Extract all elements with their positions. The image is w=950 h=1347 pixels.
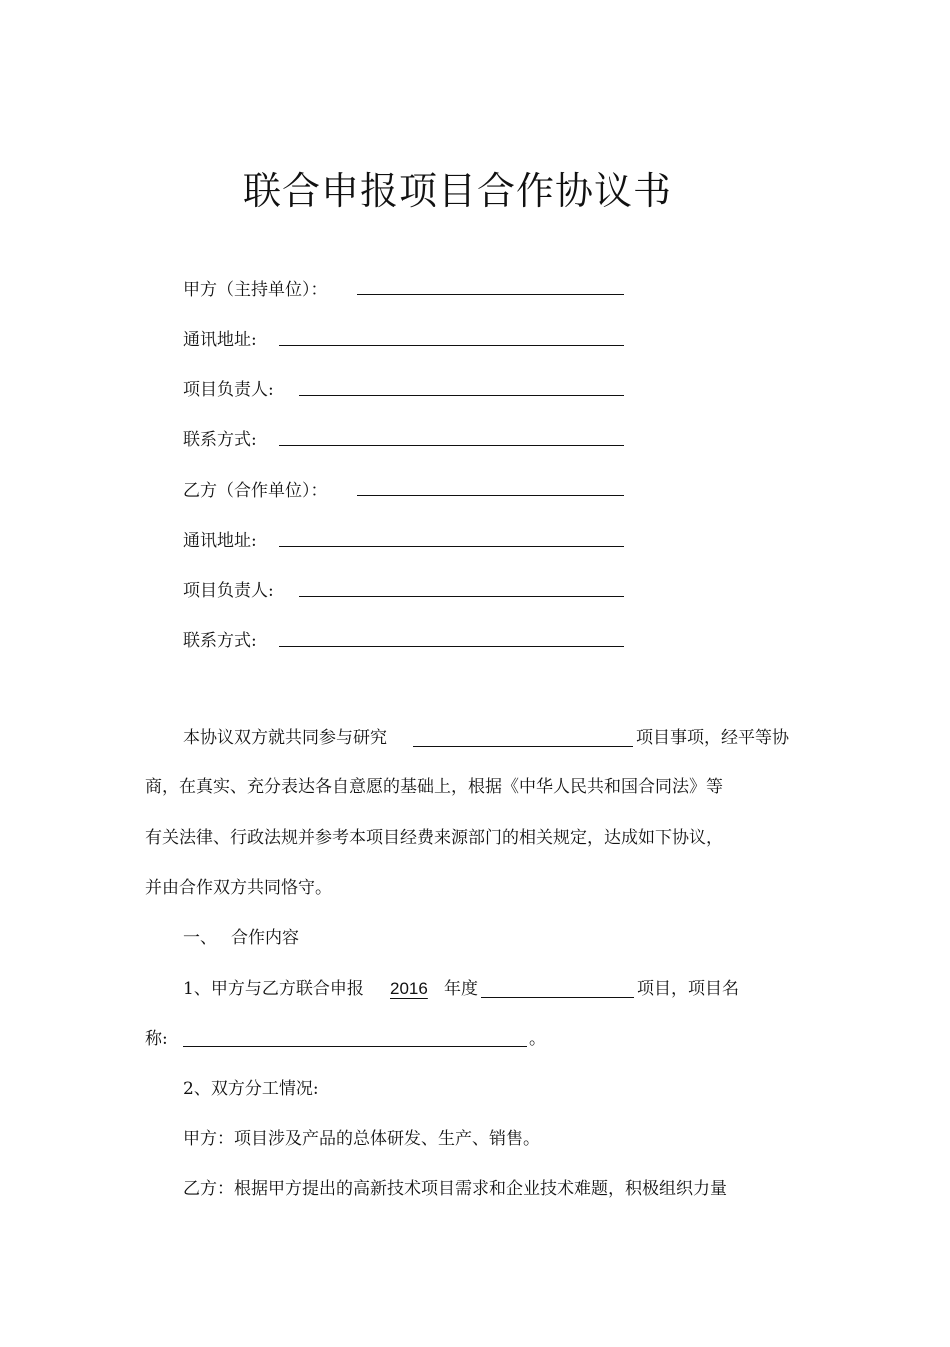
- party-a-contact-label: 联系方式:: [183, 430, 257, 450]
- party-b-address-label: 通讯地址:: [183, 531, 257, 551]
- item1-end: 。: [529, 1029, 546, 1049]
- item1-project-name-blank[interactable]: [183, 1046, 527, 1047]
- intro-line4: 并由合作双方共同恪守。: [145, 878, 332, 898]
- section1-heading-text: 合作内容: [231, 928, 299, 948]
- item1-mid: 年度: [444, 979, 478, 999]
- party-b-blank[interactable]: [357, 495, 624, 496]
- party-a-leader-label: 项目负责人:: [183, 380, 274, 400]
- item1-post: 项目，项目名: [637, 979, 739, 999]
- intro-line3: 有关法律、行政法规并参考本项目经费来源部门的相关规定，达成如下协议，: [145, 828, 723, 848]
- section1-heading-num: 一、: [183, 928, 217, 948]
- party-a-duty: 甲方：项目涉及产品的总体研发、生产、销售。: [183, 1129, 540, 1149]
- intro-line1-post: 项目事项，经平等协: [636, 728, 789, 748]
- party-b-duty: 乙方：根据甲方提出的高新技术项目需求和企业技术难题，积极组织力量: [183, 1179, 727, 1199]
- item1-name-label: 称:: [145, 1029, 168, 1049]
- party-b-address-blank[interactable]: [279, 546, 624, 547]
- document-title: 联合申报项目合作协议书: [242, 169, 672, 213]
- party-a-blank[interactable]: [357, 294, 624, 295]
- party-a-address-label: 通讯地址:: [183, 330, 257, 350]
- item2-heading: 2、双方分工情况:: [183, 1079, 319, 1099]
- party-b-contact-blank[interactable]: [279, 646, 624, 647]
- party-b-leader-blank[interactable]: [299, 596, 624, 597]
- party-b-label: 乙方（合作单位）：: [183, 481, 328, 501]
- research-project-blank[interactable]: [413, 746, 633, 747]
- item1-project-type-blank[interactable]: [481, 997, 634, 998]
- party-a-contact-blank[interactable]: [279, 445, 624, 446]
- party-b-leader-label: 项目负责人:: [183, 581, 274, 601]
- party-b-contact-label: 联系方式:: [183, 631, 257, 651]
- item1-pre: 1、甲方与乙方联合申报: [183, 979, 364, 999]
- intro-line1-pre: 本协议双方就共同参与研究: [183, 728, 387, 748]
- item1-year: 2016: [390, 979, 428, 998]
- intro-line2: 商，在真实、充分表达各自意愿的基础上，根据《中华人民共和国合同法》等: [145, 777, 723, 797]
- party-a-label: 甲方（主持单位）：: [183, 280, 328, 300]
- party-a-leader-blank[interactable]: [299, 395, 624, 396]
- party-a-address-blank[interactable]: [279, 345, 624, 346]
